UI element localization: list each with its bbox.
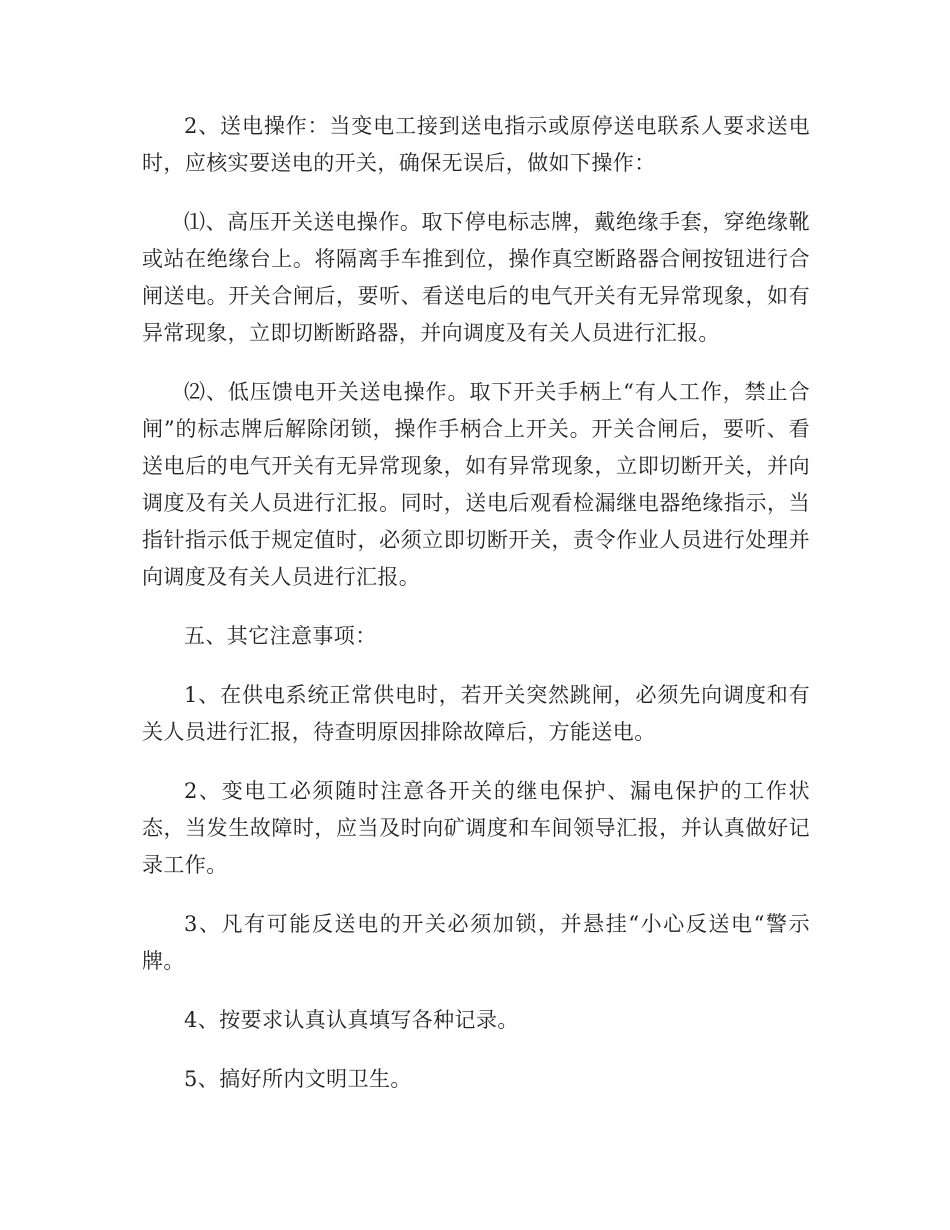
section-heading-other-notes: 五、其它注意事项：: [184, 624, 377, 648]
document-body: [142, 108, 810, 1120]
paragraph-low-voltage-switch: ⑵、低压馈电开关送电操作。取下开关手柄上“有人工作，禁止合闸”的标志牌后解除闭锁，操作手柄合上开关。开关合闸后，要听、看送电后的电气开关有无异常现象，如有异常现象，立即切断开关，并向调度及有关人员进行汇报。同时，送电后观看检漏继电器绝缘指示，当指针指示低于规定值时，必须立即切断开关，责令作业人员进行处理并向调度及有关人员进行汇报。: [142, 380, 810, 589]
paragraph-note-3: 3、凡有可能反送电的开关必须加锁，并悬挂“小心反送电“警示牌。: [142, 912, 810, 973]
paragraph-note-5: 5、搞好所内文明卫生。: [184, 1067, 412, 1091]
paragraph-power-on-operation: 2、送电操作：当变电工接到送电指示或原停送电联系人要求送电时，应核实要送电的开关，确保无误后，做如下操作：: [142, 114, 810, 175]
paragraph-note-4: 4、按要求认真认真填写各种记录。: [184, 1008, 519, 1032]
paragraph-high-voltage-switch: ⑴、高压开关送电操作。取下停电标志牌，戴绝缘手套，穿绝缘靴或站在绝缘台上。将隔离手车推到位，操作真空断路器合闸按钮进行合闸送电。开关合闸后，要听、看送电后的电气开关有无异常现象，如有异常现象，立即切断断路器，并向调度及有关人员进行汇报。: [142, 210, 810, 345]
paragraph-note-2: 2、变电工必须随时注意各开关的继电保护、漏电保护的工作状态，当发生故障时，应当及时向矿调度和车间领导汇报，并认真做好记录工作。: [142, 779, 810, 877]
paragraph-note-1: 1、在供电系统正常供电时，若开关突然跳闸，必须先向调度和有关人员进行汇报，待查明原因排除故障后，方能送电。: [142, 683, 810, 744]
